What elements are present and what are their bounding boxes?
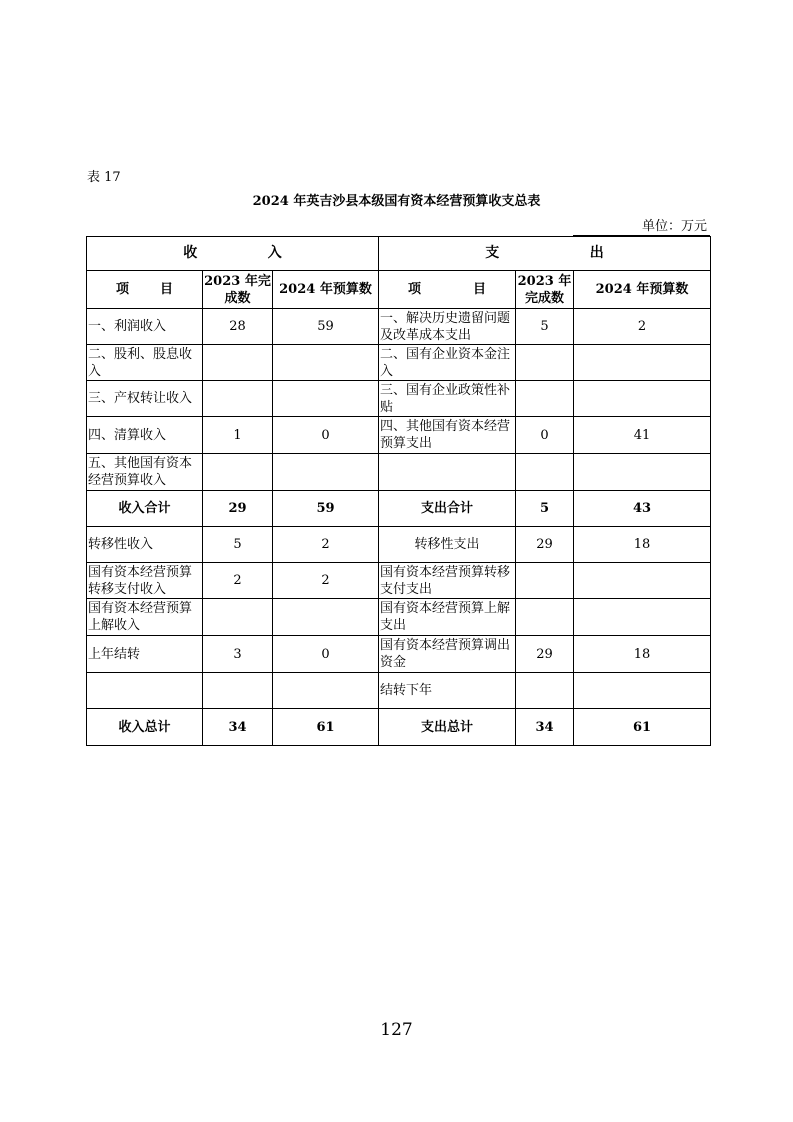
- income-budget-2024-header: 2024 年预算数: [273, 271, 379, 309]
- expense-item-header: [379, 271, 516, 309]
- table-row: [87, 636, 711, 673]
- income-budget-cell: [273, 345, 379, 381]
- expense-budget-cell: 41: [574, 417, 711, 454]
- table-row: [87, 563, 711, 599]
- expense-item-cell: 一、解决历史遗留问题及改革成本支出: [379, 309, 516, 345]
- expense-done-cell: 29: [516, 636, 574, 673]
- income-head-char-1: 收: [183, 245, 198, 261]
- income-item-cell: 四、清算收入: [87, 417, 203, 454]
- income-item-cell: 五、其他国有资本经营预算收入: [87, 454, 203, 491]
- expense-budget-cell: 18: [574, 527, 711, 563]
- income-item-cell: 一、利润收入: [87, 309, 203, 345]
- income-done-cell: [203, 454, 273, 491]
- budget-table: [86, 236, 711, 746]
- income-item-cell: 三、产权转让收入: [87, 381, 203, 417]
- expense-item-char-2: 目: [472, 282, 486, 297]
- expense-budget-cell: [574, 673, 711, 709]
- income-item-char-1: 项: [116, 282, 130, 297]
- income-budget-cell: 0: [273, 417, 379, 454]
- table-title: 2024 年英吉沙县本级国有资本经营预算收支总表: [252, 194, 541, 209]
- expense-head-char-2: 出: [589, 245, 604, 261]
- expense-head-char-1: 支: [485, 245, 500, 261]
- section-header-row: [87, 237, 711, 271]
- income-done-cell: 1: [203, 417, 273, 454]
- table-row: [87, 345, 711, 381]
- expense-total-budget: 61: [574, 709, 711, 746]
- expense-budget-cell: 2: [574, 309, 711, 345]
- income-subtotal-label: 收入合计: [87, 491, 203, 527]
- table-row: [87, 454, 711, 491]
- expense-total-done: 34: [516, 709, 574, 746]
- expense-subtotal-label: 支出合计: [379, 491, 516, 527]
- income-done-2023-header: 2023 年完成数: [203, 271, 273, 309]
- income-budget-cell: [273, 599, 379, 636]
- expense-item-cell: 结转下年: [379, 673, 516, 709]
- income-total-done: 34: [203, 709, 273, 746]
- income-done-cell: [203, 345, 273, 381]
- expense-done-cell: 29: [516, 527, 574, 563]
- income-budget-cell: [273, 381, 379, 417]
- grand-total-row: [87, 709, 711, 746]
- expense-done-cell: [516, 673, 574, 709]
- income-budget-cell: [273, 673, 379, 709]
- expense-item-cell: 三、国有企业政策性补贴: [379, 381, 516, 417]
- expense-budget-cell: [574, 599, 711, 636]
- income-item-char-2: 目: [159, 282, 173, 297]
- income-done-cell: 5: [203, 527, 273, 563]
- expense-budget-cell: 18: [574, 636, 711, 673]
- expense-item-cell: 国有资本经营预算上解支出: [379, 599, 516, 636]
- expense-item-cell: 四、其他国有资本经营预算支出: [379, 417, 516, 454]
- table-row: [87, 381, 711, 417]
- income-total-label: 收入总计: [87, 709, 203, 746]
- income-done-cell: 28: [203, 309, 273, 345]
- expense-done-cell: [516, 454, 574, 491]
- table-row: [87, 599, 711, 636]
- page-number: 127: [380, 1020, 413, 1040]
- table-row: [87, 417, 711, 454]
- column-header-row: [87, 271, 711, 309]
- expense-done-cell: [516, 345, 574, 381]
- income-section-header: [87, 237, 379, 271]
- income-subtotal-budget: 59: [273, 491, 379, 527]
- expense-done-cell: [516, 381, 574, 417]
- expense-item-cell: 二、国有企业资本金注入: [379, 345, 516, 381]
- expense-budget-cell: [574, 563, 711, 599]
- expense-total-label: 支出总计: [379, 709, 516, 746]
- income-done-cell: 3: [203, 636, 273, 673]
- expense-done-cell: 0: [516, 417, 574, 454]
- table-row: [87, 673, 711, 709]
- income-head-char-2: 入: [267, 245, 282, 261]
- expense-budget-cell: [574, 381, 711, 417]
- expense-item-cell: 国有资本经营预算调出资金: [379, 636, 516, 673]
- expense-budget-cell: [574, 345, 711, 381]
- expense-item-cell: [379, 454, 516, 491]
- income-budget-cell: 0: [273, 636, 379, 673]
- unit-label: 单位：万元: [641, 219, 707, 234]
- income-item-cell: 国有资本经营预算转移支付收入: [87, 563, 203, 599]
- income-total-budget: 61: [273, 709, 379, 746]
- subtotal-row: [87, 491, 711, 527]
- income-item-cell: 转移性收入: [87, 527, 203, 563]
- expense-done-cell: 5: [516, 309, 574, 345]
- income-item-cell: [87, 673, 203, 709]
- expense-budget-2024-header: 2024 年预算数: [574, 271, 711, 309]
- table-number: 表 17: [87, 170, 121, 185]
- income-item-header: [87, 271, 203, 309]
- income-done-cell: [203, 599, 273, 636]
- expense-item-char-1: 项: [408, 282, 422, 297]
- income-budget-cell: 2: [273, 527, 379, 563]
- income-item-cell: 国有资本经营预算上解收入: [87, 599, 203, 636]
- income-subtotal-done: 29: [203, 491, 273, 527]
- expense-item-cell: 转移性支出: [379, 527, 516, 563]
- income-done-cell: 2: [203, 563, 273, 599]
- table-row: [87, 309, 711, 345]
- income-budget-cell: 59: [273, 309, 379, 345]
- expense-done-2023-header: 2023 年完成数: [516, 271, 574, 309]
- income-budget-cell: [273, 454, 379, 491]
- income-item-cell: 二、股利、股息收入: [87, 345, 203, 381]
- expense-done-cell: [516, 599, 574, 636]
- expense-section-header: [379, 237, 711, 271]
- expense-subtotal-done: 5: [516, 491, 574, 527]
- expense-budget-cell: [574, 454, 711, 491]
- income-done-cell: [203, 381, 273, 417]
- income-done-cell: [203, 673, 273, 709]
- expense-item-cell: 国有资本经营预算转移支付支出: [379, 563, 516, 599]
- expense-subtotal-budget: 43: [574, 491, 711, 527]
- table-row: [87, 527, 711, 563]
- expense-done-cell: [516, 563, 574, 599]
- income-budget-cell: 2: [273, 563, 379, 599]
- income-item-cell: 上年结转: [87, 636, 203, 673]
